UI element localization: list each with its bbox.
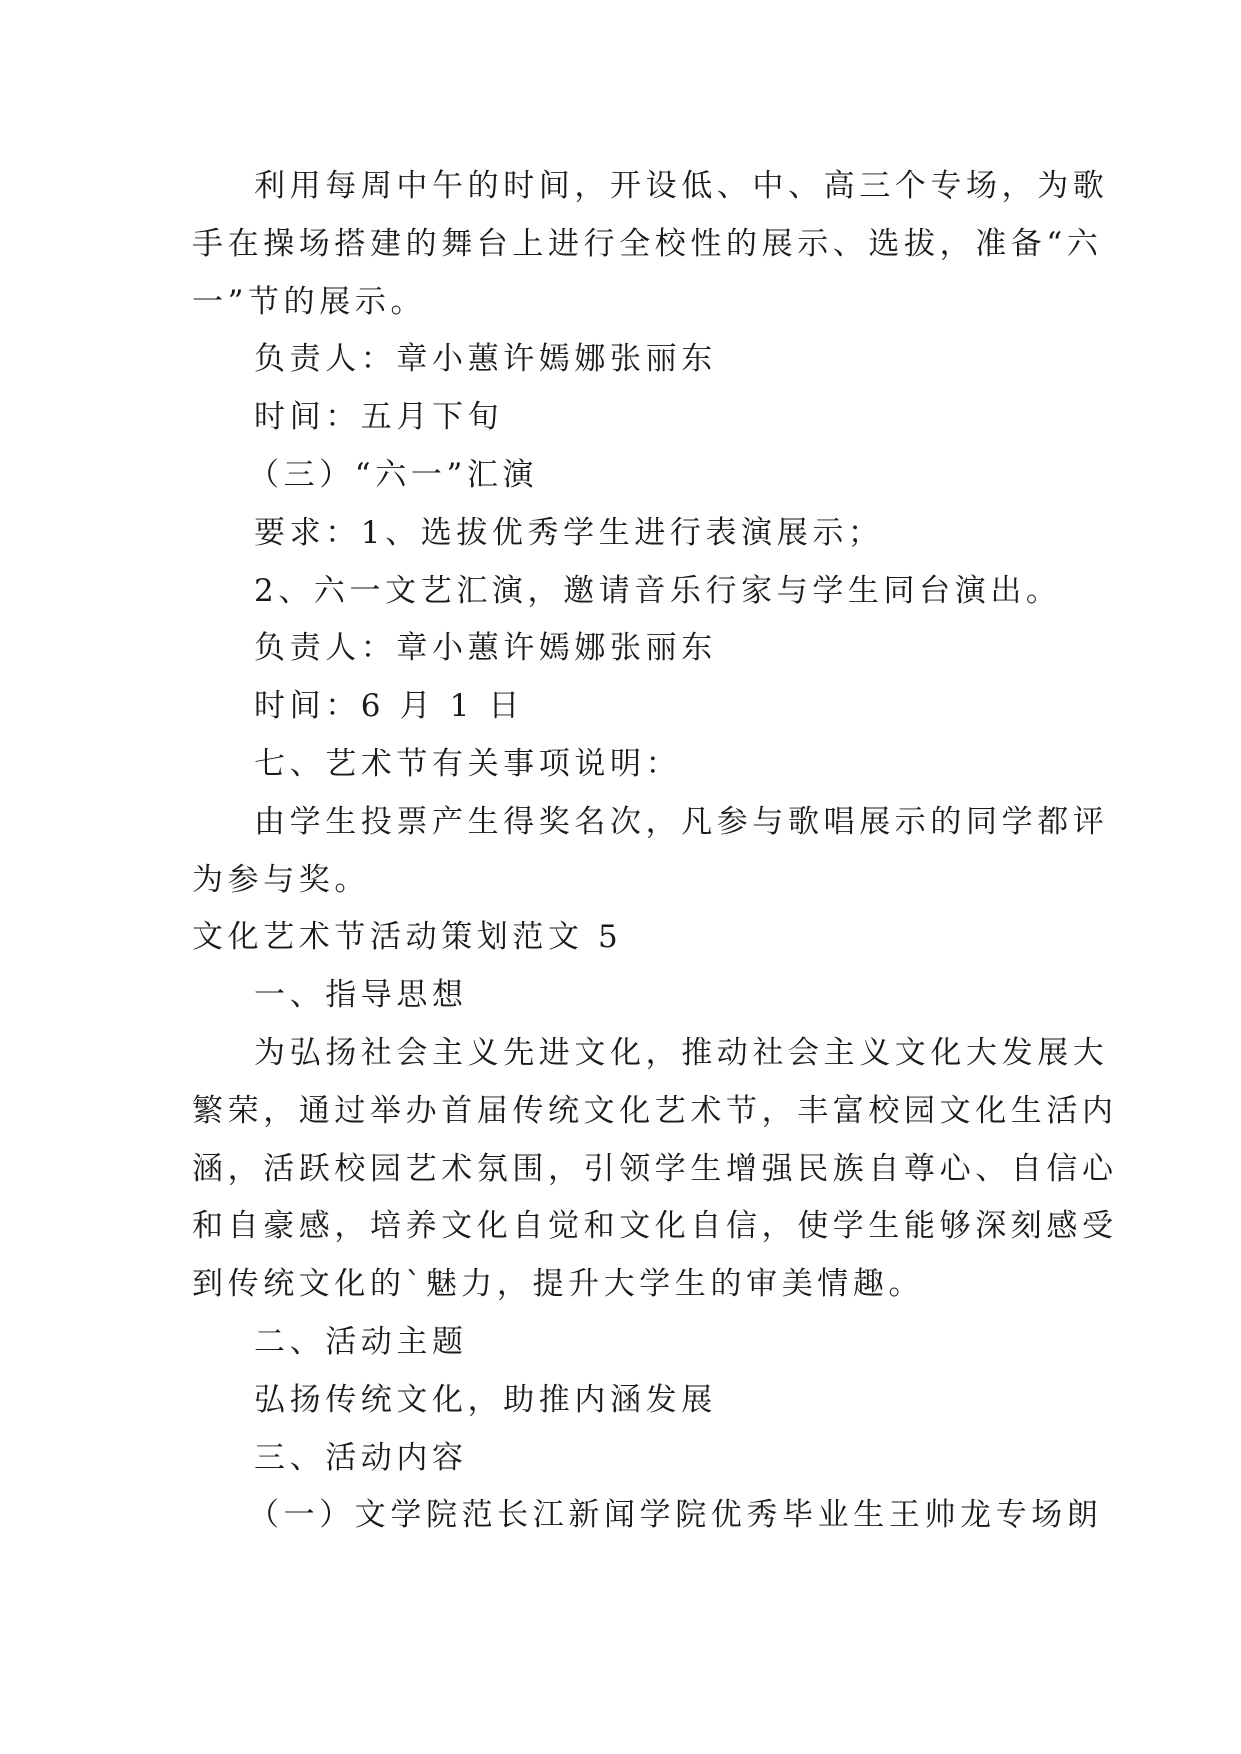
section-heading: 一、指导思想: [254, 977, 468, 1014]
person-in-charge-line: 负责人：章小蕙许嫣娜张丽东: [254, 341, 717, 378]
paragraph-line: 繁荣，通过举办首届传统文化艺术节，丰富校园文化生活内: [192, 1092, 1118, 1129]
requirement-line: 2、六一文艺汇演，邀请音乐行家与学生同台演出。: [254, 572, 1062, 609]
section-heading: 七、艺术节有关事项说明：: [254, 745, 682, 782]
paragraph-line: 弘扬传统文化，助推内涵发展: [254, 1381, 717, 1418]
paragraph-line: 利用每周中午的时间，开设低、中、高三个专场，为歌: [254, 168, 1109, 204]
paragraph-line: 涵，活跃校园艺术氛围，引领学生增强民族自尊心、自信心: [192, 1150, 1118, 1187]
paragraph-line: 为弘扬社会主义先进文化，推动社会主义文化大发展大: [254, 1034, 1109, 1071]
paragraph-line: 手在操场搭建的舞台上进行全校性的展示、选拔，准备“六: [192, 225, 1103, 262]
document-body: [192, 158, 1118, 1545]
section-heading: （三）“六一”汇演: [248, 456, 539, 493]
time-line: 时间：五月下旬: [254, 399, 504, 436]
paragraph-line: （一）文学院范长江新闻学院优秀毕业生王帅龙专场朗: [248, 1497, 1103, 1534]
paragraph-line: 一”节的展示。: [192, 283, 427, 320]
section-heading: 三、活动内容: [254, 1439, 468, 1476]
document-title: 文化艺术节活动策划范文 5: [192, 919, 623, 956]
paragraph-line: 由学生投票产生得奖名次，凡参与歌唱展示的同学都评: [254, 803, 1109, 840]
paragraph-line: 到传统文化的`魅力，提升大学生的审美情趣。: [192, 1266, 925, 1303]
paragraph-line: 为参与奖。: [192, 861, 370, 898]
section-heading: 二、活动主题: [254, 1323, 468, 1360]
paragraph-line: 和自豪感，培养文化自觉和文化自信，使学生能够深刻感受: [192, 1208, 1118, 1245]
person-in-charge-line: 负责人：章小蕙许嫣娜张丽东: [254, 630, 717, 667]
time-line: 时间：6 月 1 日: [254, 688, 525, 725]
requirement-line: 要求：1、选拔优秀学生进行表演展示；: [254, 514, 884, 551]
